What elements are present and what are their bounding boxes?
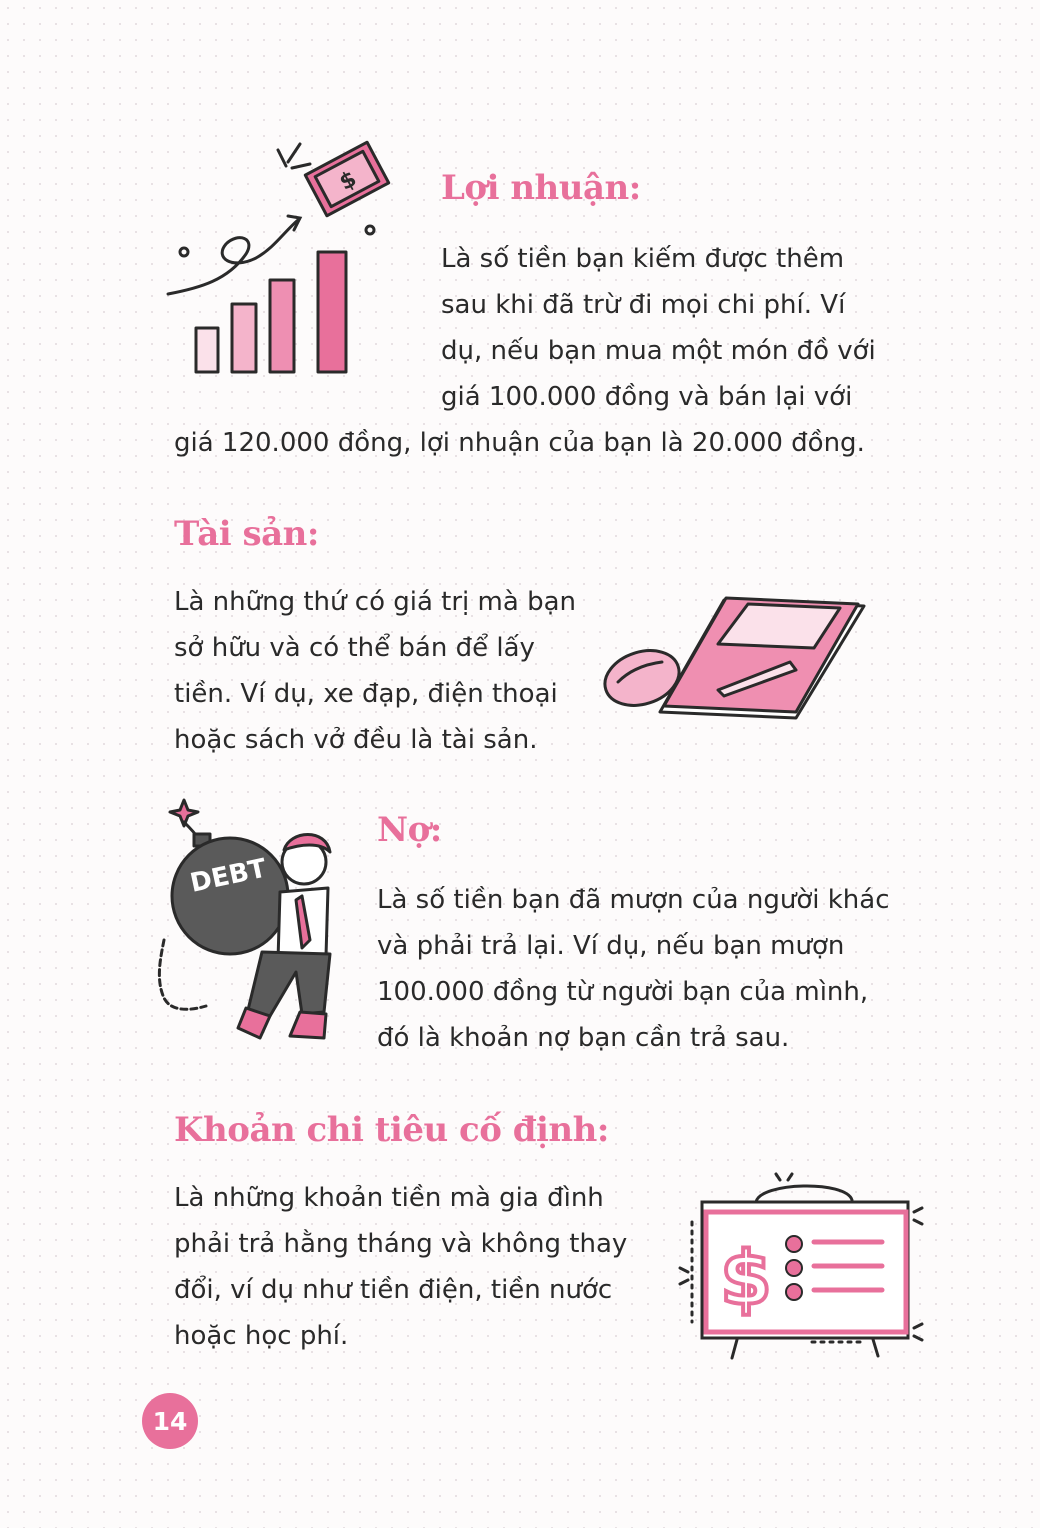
profit-line: giá 100.000 đồng và bán lại với <box>441 382 853 412</box>
fixed-line: phải trả hằng tháng và không thay <box>174 1229 628 1259</box>
debt-line: Là số tiền bạn đã mượn của người khác <box>377 885 890 915</box>
fixed-line: Là những khoản tiền mà gia đình <box>174 1183 604 1213</box>
assets-line: sở hữu và có thể bán để lấy <box>174 633 535 663</box>
assets-title: Tài sản: <box>174 514 319 554</box>
assets-line: hoặc sách vở đều là tài sản. <box>174 725 538 755</box>
profit-line: sau khi đã trừ đi mọi chi phí. Ví <box>441 290 846 320</box>
fixed-line: đổi, ví dụ như tiền điện, tiền nước <box>174 1275 613 1305</box>
fixed-title: Khoản chi tiêu cố định: <box>174 1110 609 1150</box>
assets-line: Là những thứ có giá trị mà bạn <box>174 587 576 617</box>
debt-title: Nợ: <box>377 810 442 850</box>
debt-text <box>377 877 890 1061</box>
assets-line: tiền. Ví dụ, xe đạp, điện thoại <box>174 679 558 709</box>
fixed-line: hoặc học phí. <box>174 1321 349 1351</box>
debt-line: 100.000 đồng từ người bạn của mình, <box>377 977 869 1007</box>
fixed-text <box>174 1175 648 1359</box>
notebook-pen-icon <box>600 592 872 722</box>
debt-line: và phải trả lại. Ví dụ, nếu bạn mượn <box>377 931 845 961</box>
assets-text <box>174 579 584 763</box>
debt-bomb-label: DEBT <box>187 853 270 899</box>
svg-text:$: $ <box>335 166 361 196</box>
debt-bomb-man-icon <box>150 792 350 1054</box>
profit-line: dụ, nếu bạn mua một món đồ với <box>441 336 876 366</box>
bill-board-icon <box>676 1172 928 1364</box>
profit-line: giá 120.000 đồng, lợi nhuận của bạn là 20.000 đồng. <box>174 428 865 458</box>
profit-text <box>174 236 882 466</box>
profit-title: Lợi nhuận: <box>441 168 641 208</box>
debt-line: đó là khoản nợ bạn cần trả sau. <box>377 1023 790 1053</box>
svg-text:$: $ <box>720 1236 772 1322</box>
profit-line: Là số tiền bạn kiếm được thêm <box>441 244 845 274</box>
page-number-badge: 14 <box>142 1393 198 1449</box>
